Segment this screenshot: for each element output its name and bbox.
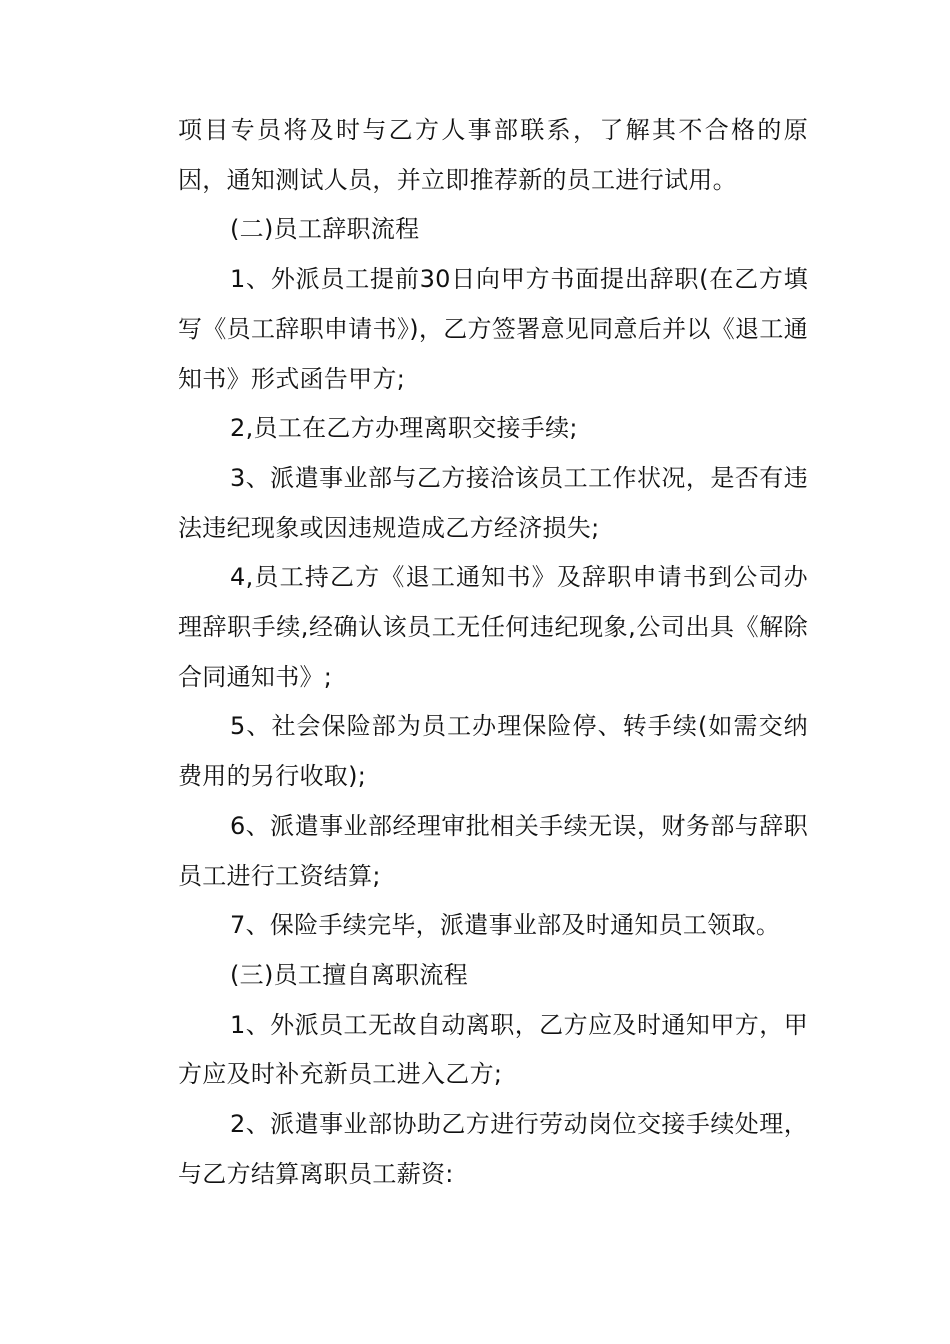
list-item: 6、派遣事业部经理审批相关手续无误，财务部与辞职员工进行工资结算; (178, 811, 808, 890)
list-item: 1、外派员工无故自动离职，乙方应及时通知甲方，甲方应及时补充新员工进入乙方; (178, 1010, 808, 1089)
list-item: 1、外派员工提前30日向甲方书面提出辞职(在乙方填写《员工辞职申请书》)，乙方签署意见同意后并以《退工通知书》形式函告甲方; (178, 265, 808, 393)
list-item: 3、派遣事业部与乙方接洽该员工工作状况，是否有违法违纪现象或因违规造成乙方经济损失; (178, 463, 808, 542)
list-item: 2,员工在乙方办理离职交接手续; (230, 414, 578, 443)
list-item: 2、派遣事业部协助乙方进行劳动岗位交接手续处理，与乙方结算离职员工薪资: (178, 1110, 808, 1188)
list-item: 4,员工持乙方《退工通知书》及辞职申请书到公司办理辞职手续,经确认该员工无任何违纪现象,公司出具《解除合同通知书》; (178, 563, 808, 691)
paragraph-continuation: 项目专员将及时与乙方人事部联系，了解其不合格的原因，通知测试人员，并立即推荐新的员工进行试用。 (178, 116, 808, 194)
list-item: 5、社会保险部为员工办理保险停、转手续(如需交纳费用的另行收取); (178, 712, 808, 791)
list-item: 7、保险手续完毕，派遣事业部及时通知员工领取。 (230, 911, 781, 940)
document-body (178, 106, 808, 1199)
section-heading-resignation-process: (二)员工辞职流程 (230, 215, 420, 244)
section-heading-unauthorized-departure: (三)员工擅自离职流程 (230, 960, 469, 989)
